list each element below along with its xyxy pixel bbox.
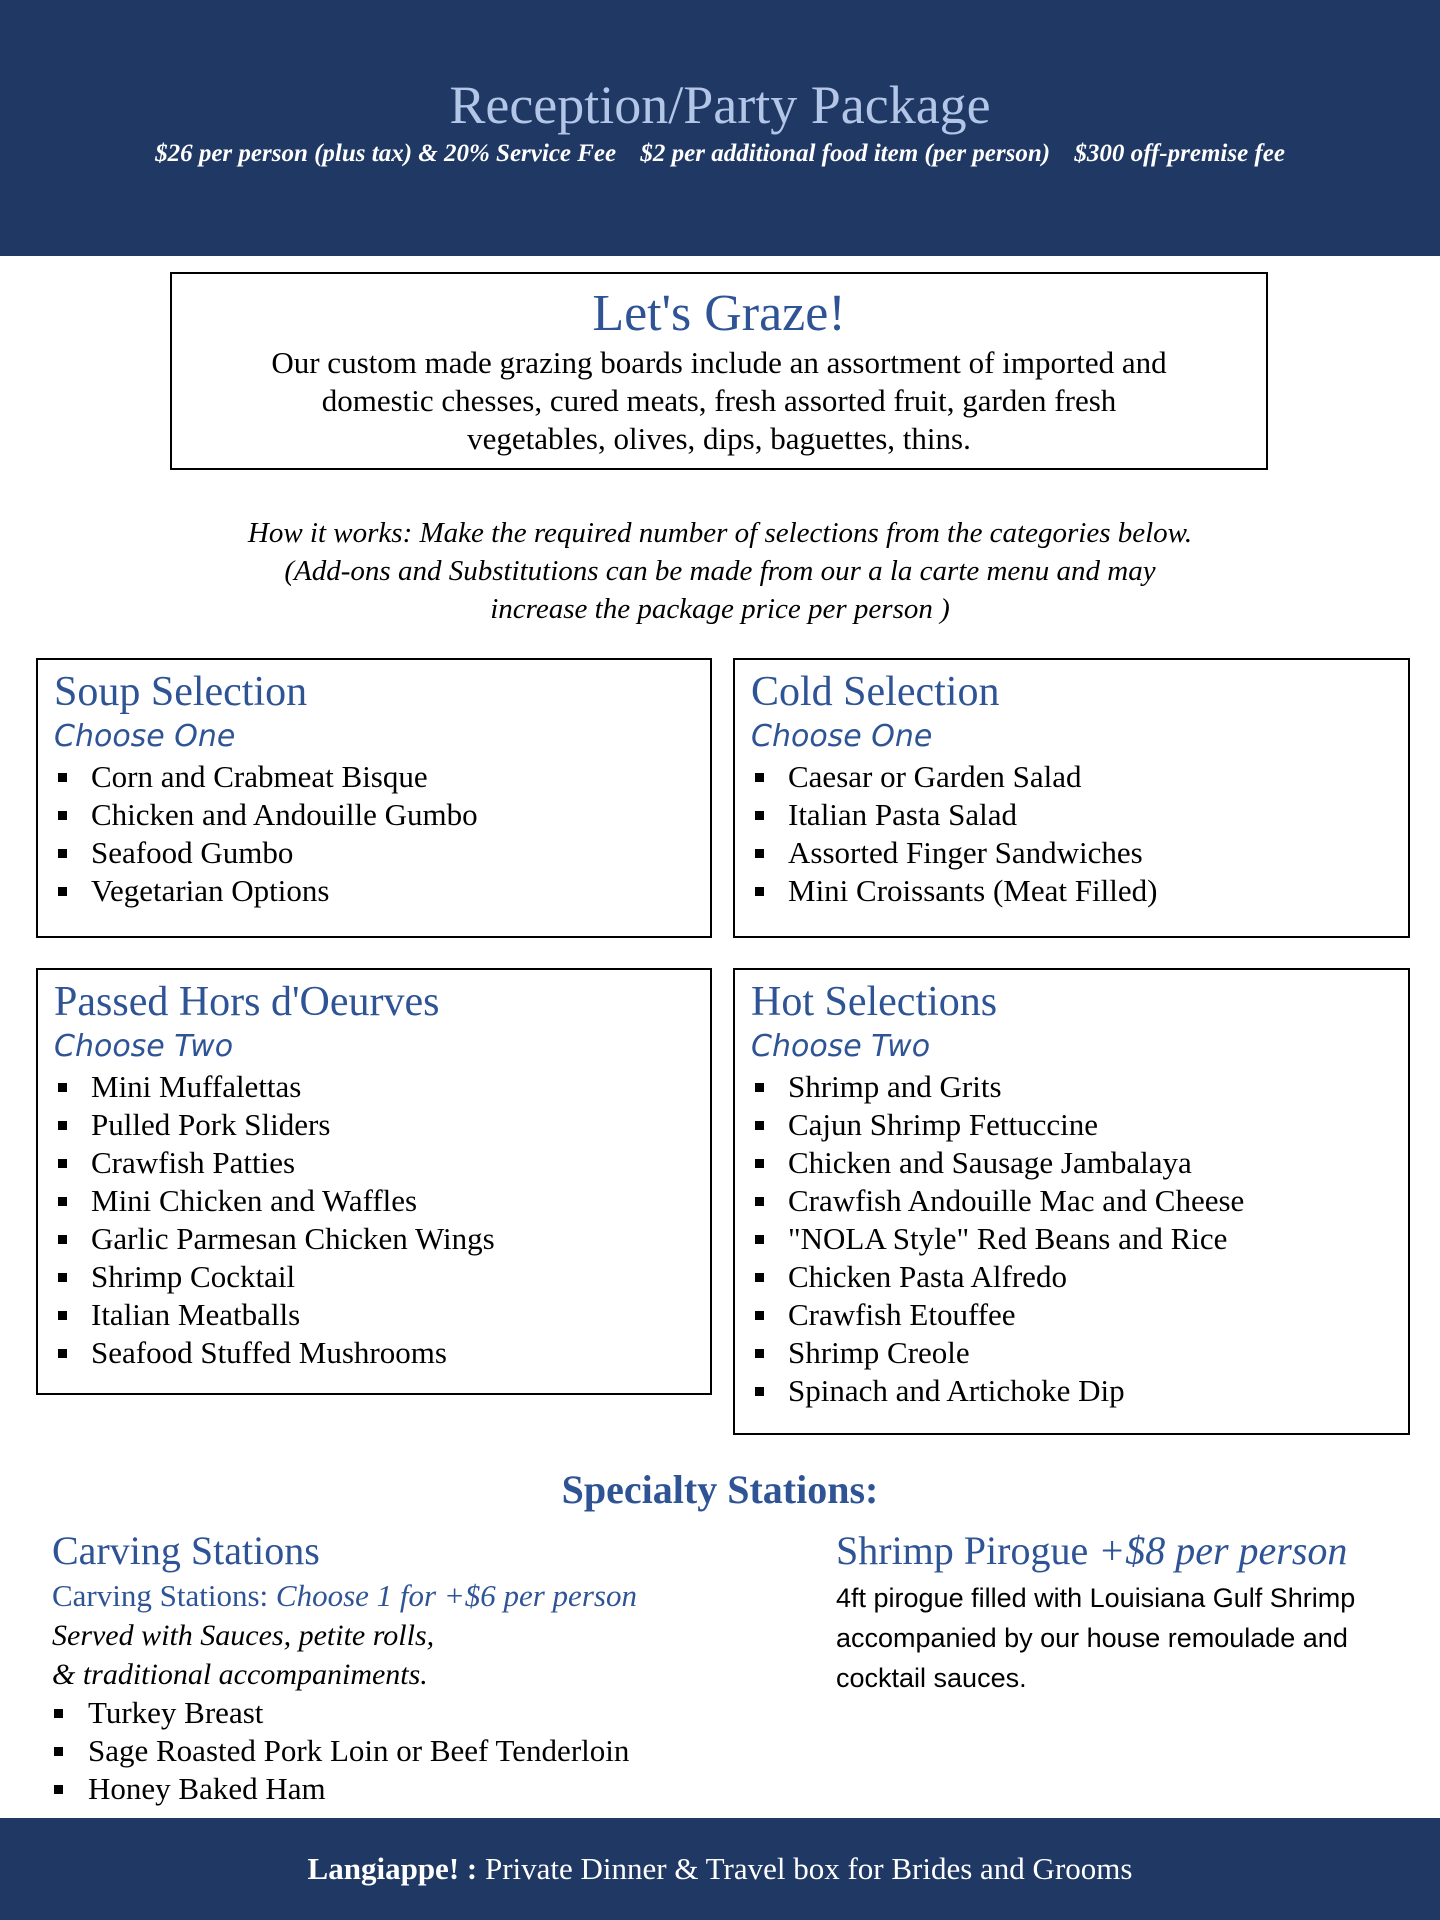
- passed-hors-doeuvres-box: [36, 968, 712, 1395]
- list-item: Chicken and Sausage Jambalaya: [751, 1144, 1408, 1182]
- carving-subtitle: [52, 1576, 812, 1616]
- list-item: Chicken and Andouille Gumbo: [54, 796, 710, 834]
- graze-title: Let's Graze!: [592, 285, 846, 342]
- list-item: Corn and Crabmeat Bisque: [54, 758, 710, 796]
- carving-sub-choose: Choose 1 for +$6 per person: [275, 1578, 637, 1613]
- graze-description: [189, 344, 1249, 458]
- list-item: Italian Pasta Salad: [751, 796, 1408, 834]
- list-item: Honey Baked Ham: [52, 1770, 812, 1808]
- how-line: (Add-ons and Substitutions can be made from our a la carte menu and may: [284, 555, 1156, 587]
- footer-banner: [0, 1818, 1440, 1920]
- shrimp-price: +$8 per person: [1098, 1528, 1348, 1573]
- hot-title: Hot Selections: [751, 979, 998, 1025]
- shrimp-title-text: Shrimp Pirogue: [836, 1528, 1089, 1573]
- list-item: Assorted Finger Sandwiches: [751, 834, 1408, 872]
- footer-bold: Langiappe! :: [307, 1851, 478, 1886]
- shrimp-desc-line: cocktail sauces.: [836, 1663, 1027, 1693]
- carving-desc-line: Served with Sauces, petite rolls,: [52, 1619, 435, 1652]
- list-item: Crawfish Etouffee: [751, 1296, 1408, 1334]
- footer-text: [0, 1818, 1440, 1920]
- footer-description: Private Dinner & Travel box for Brides and Grooms: [484, 1851, 1133, 1886]
- graze-box: [170, 272, 1268, 470]
- list-item: Vegetarian Options: [54, 872, 710, 910]
- how-line: How it works: Make the required number of selections from the categories below.: [247, 517, 1193, 549]
- hot-selections-box: [733, 968, 1410, 1435]
- cold-selection-box: [733, 658, 1410, 938]
- how-line: increase the package price per person ): [490, 593, 950, 625]
- list-item: Turkey Breast: [52, 1694, 812, 1732]
- list-item: Caesar or Garden Salad: [751, 758, 1408, 796]
- soup-title: Soup Selection: [54, 669, 308, 715]
- passed-list: [54, 1068, 710, 1372]
- list-item: Garlic Parmesan Chicken Wings: [54, 1220, 710, 1258]
- list-item: Seafood Stuffed Mushrooms: [54, 1334, 710, 1372]
- carving-sub-prefix: Carving Stations:: [52, 1578, 269, 1613]
- hot-choose: Choose Two: [751, 1029, 931, 1064]
- page-title: Reception/Party Package: [449, 75, 991, 135]
- fee-line: [0, 140, 1440, 168]
- passed-title: Passed Hors d'Oeurves: [54, 979, 440, 1025]
- how-it-works: [190, 514, 1250, 628]
- cold-choose: Choose One: [751, 719, 933, 754]
- list-item: Shrimp and Grits: [751, 1068, 1408, 1106]
- fee-per-person: $26 per person (plus tax) & 20% Service Fee: [155, 140, 617, 167]
- carving-list: [52, 1694, 812, 1808]
- specialty-stations-title: Specialty Stations:: [561, 1467, 879, 1512]
- fee-off-premise: $300 off-premise fee: [1074, 140, 1285, 167]
- list-item: Shrimp Creole: [751, 1334, 1408, 1372]
- header-banner: [0, 0, 1440, 256]
- list-item: Crawfish Patties: [54, 1144, 710, 1182]
- carving-description: [52, 1616, 812, 1694]
- list-item: "NOLA Style" Red Beans and Rice: [751, 1220, 1408, 1258]
- list-item: Pulled Pork Sliders: [54, 1106, 710, 1144]
- list-item: Shrimp Cocktail: [54, 1258, 710, 1296]
- soup-choose: Choose One: [54, 719, 236, 754]
- cold-list: [751, 758, 1408, 910]
- carving-desc-line: & traditional accompaniments.: [52, 1658, 428, 1691]
- shrimp-pirogue: [836, 1526, 1426, 1698]
- shrimp-desc-line: accompanied by our house remoulade and: [836, 1623, 1348, 1653]
- list-item: Mini Croissants (Meat Filled): [751, 872, 1408, 910]
- graze-line: vegetables, olives, dips, baguettes, thins.: [467, 420, 971, 456]
- list-item: Seafood Gumbo: [54, 834, 710, 872]
- soup-selection-box: [36, 658, 712, 938]
- list-item: Sage Roasted Pork Loin or Beef Tenderloin: [52, 1732, 812, 1770]
- list-item: Mini Chicken and Waffles: [54, 1182, 710, 1220]
- list-item: Spinach and Artichoke Dip: [751, 1372, 1408, 1410]
- list-item: Chicken Pasta Alfredo: [751, 1258, 1408, 1296]
- list-item: Cajun Shrimp Fettuccine: [751, 1106, 1408, 1144]
- shrimp-description: [836, 1578, 1426, 1698]
- list-item: Italian Meatballs: [54, 1296, 710, 1334]
- soup-list: [54, 758, 710, 910]
- list-item: Mini Muffalettas: [54, 1068, 710, 1106]
- shrimp-pirogue-title: [836, 1526, 1426, 1576]
- carving-title: Carving Stations: [52, 1528, 320, 1573]
- passed-choose: Choose Two: [54, 1029, 234, 1064]
- cold-title: Cold Selection: [751, 669, 1000, 715]
- graze-line: Our custom made grazing boards include an assortment of imported and: [271, 344, 1167, 380]
- shrimp-desc-line: 4ft pirogue filled with Louisiana Gulf Shrimp: [836, 1583, 1356, 1613]
- carving-stations: [52, 1526, 812, 1808]
- graze-line: domestic chesses, cured meats, fresh assorted fruit, garden fresh: [321, 382, 1117, 418]
- hot-list: [751, 1068, 1408, 1410]
- list-item: Crawfish Andouille Mac and Cheese: [751, 1182, 1408, 1220]
- fee-additional-item: $2 per additional food item (per person): [640, 140, 1051, 167]
